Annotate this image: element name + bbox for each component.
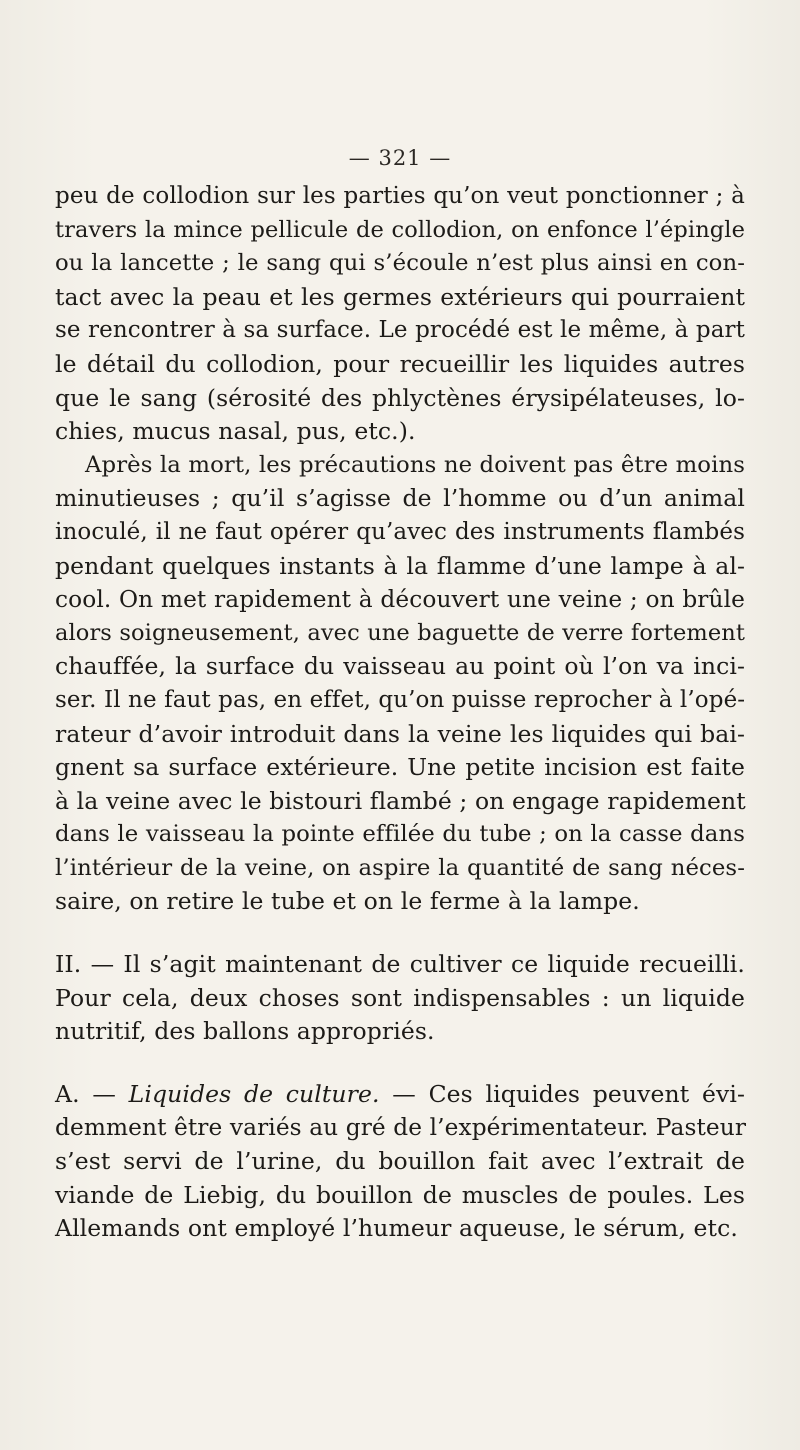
text-line: alors soigneusement, avec une baguette de verre fortement <box>55 619 745 646</box>
text-line: Allemands ont employé l’humeur aqueuse, le sérum, etc. <box>55 1214 738 1243</box>
text-line: le détail du collodion, pour recueillir les liquides autres <box>55 349 745 378</box>
paragraph-gap <box>55 1049 745 1078</box>
paragraph-apres-la-mort <box>55 449 745 919</box>
text-line: minutieuses ; qu’il s’agisse de l’homme ou d’un animal <box>55 484 745 513</box>
text-line: demment être variés au gré de l’expérimentateur. Pasteur <box>55 1114 747 1142</box>
text-line: inoculé, il ne faut opérer qu’avec des instruments flambés <box>55 518 745 545</box>
paragraph-gap <box>55 919 745 948</box>
text-span: — Ces liquides peuvent évi- <box>379 1079 746 1108</box>
text-line: nutritif, des ballons appropriés. <box>55 1017 435 1046</box>
text-line: viande de Liebig, du bouillon de muscles de poules. Les <box>55 1180 745 1209</box>
section-heading-line <box>55 1078 745 1112</box>
paragraph-collodion <box>55 180 745 449</box>
text-line: chies, mucus nasal, pus, etc.). <box>55 417 416 446</box>
text-line: ou la lancette ; le sang qui s’écoule n’est plus ainsi en con- <box>55 250 745 277</box>
text-line: à la veine avec le bistouri flambé ; on engage rapidement <box>55 786 746 815</box>
text-line: s’est servi de l’urine, du bouillon fait avec l’extrait de <box>55 1147 745 1176</box>
text-line: Après la mort, les précautions ne doivent pas être moins <box>85 451 745 478</box>
section-heading: Liquides de culture. <box>128 1079 380 1108</box>
text-line: l’intérieur de la veine, on aspire la quantité de sang néces- <box>55 854 745 881</box>
paragraph-section-ii <box>55 948 745 1049</box>
text-line: II. — Il s’agit maintenant de cultiver ce liquide recueilli. <box>55 950 745 979</box>
text-line: peu de collodion sur les parties qu’on veut ponctionner ; à <box>55 183 745 209</box>
section-label: A. — <box>55 1079 129 1108</box>
page-number: — 321 — <box>348 146 452 170</box>
text-line: gnent sa surface extérieure. Une petite incision est faite <box>55 753 745 782</box>
text-line: tact avec la peau et les germes extérieurs qui pourraient <box>55 282 745 311</box>
text-line: cool. On met rapidement à découvert une veine ; on brûle <box>55 586 745 614</box>
text-line: saire, on retire le tube et on le ferme à la lampe. <box>55 887 640 916</box>
text-line: rateur d’avoir introduit dans la veine les liquides qui bai- <box>55 719 745 748</box>
text-line: se rencontrer à sa surface. Le procédé est le même, à part <box>55 317 745 344</box>
text-line: travers la mince pellicule de collodion, on enfonce l’épingle <box>55 216 745 243</box>
text-line: pendant quelques instants à la flamme d’une lampe à al- <box>55 551 745 580</box>
paragraph-liquides-de-culture <box>55 1078 745 1246</box>
text-line: Pour cela, deux choses sont indispensables : un liquide <box>55 983 745 1012</box>
text-line: ser. Il ne faut pas, en effet, qu’on puisse reprocher à l’opé- <box>55 686 746 713</box>
text-line: que le sang (sérosité des phlyctènes érysipélateuses, lo- <box>55 383 745 412</box>
body-text <box>55 180 745 1246</box>
text-line: dans le vaisseau la pointe effilée du tube ; on la casse dans <box>55 821 745 848</box>
text-line: chauffée, la surface du vaisseau au point où l’on va inci- <box>55 652 745 681</box>
